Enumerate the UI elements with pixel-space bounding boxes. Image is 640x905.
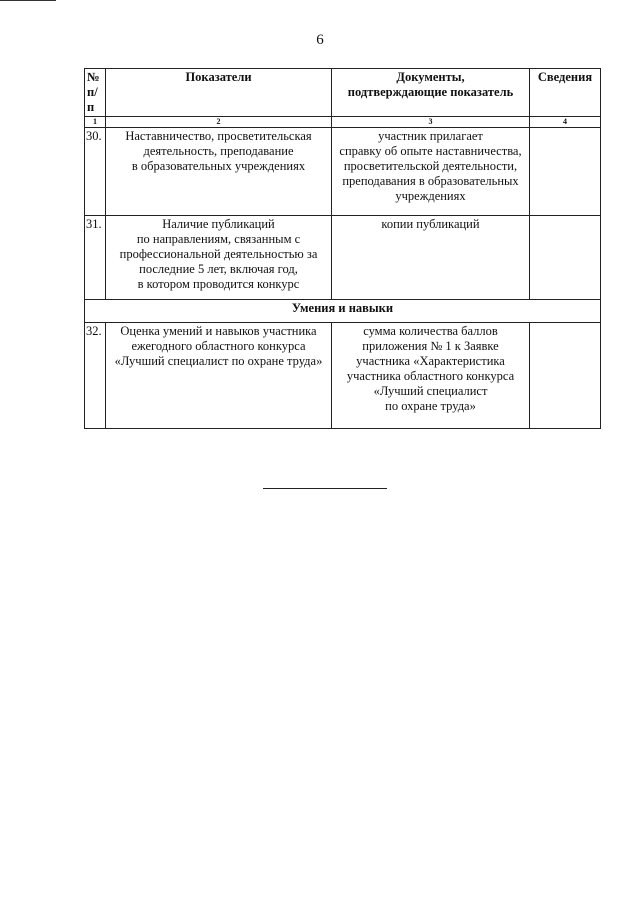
table-row	[85, 323, 601, 429]
section-title: Умения и навыки	[85, 300, 601, 323]
top-rule	[0, 0, 56, 1]
row-documents: участник прилагает справку об опыте наставничества, просветительской деятельности, преподавания в образовательных учреждениях	[332, 128, 530, 216]
indicators-table	[84, 68, 601, 429]
header-indicators: Показатели	[106, 69, 332, 117]
row-documents: сумма количества баллов приложения № 1 к Заявке участника «Характеристика участника областного конкурса «Лучший специалист по охране труда»	[332, 323, 530, 429]
section-row	[85, 300, 601, 323]
col-index-3: 3	[332, 117, 530, 128]
table-header-row	[85, 69, 601, 117]
col-index-1: 1	[85, 117, 106, 128]
row-indicator: Наставничество, просветительская деятельность, преподавание в образовательных учреждениях	[106, 128, 332, 216]
col-index-4: 4	[530, 117, 601, 128]
row-info	[530, 323, 601, 429]
page-number: 6	[316, 32, 324, 48]
row-number: 31.	[85, 216, 106, 300]
row-indicator: Наличие публикаций по направлениям, связанным с профессиональной деятельностью за последние 5 лет, включая год, в котором проводится конкурс	[106, 216, 332, 300]
table-row	[85, 128, 601, 216]
table-row	[85, 216, 601, 300]
header-number: № п/п	[85, 69, 106, 117]
row-indicator: Оценка умений и навыков участника ежегодного областного конкурса «Лучший специалист по охране труда»	[106, 323, 332, 429]
row-info	[530, 216, 601, 300]
row-documents: копии публикаций	[332, 216, 530, 300]
end-of-document-rule	[263, 488, 387, 489]
header-documents: Документы, подтверждающие показатель	[332, 69, 530, 117]
header-info: Сведения	[530, 69, 601, 117]
column-index-row	[85, 117, 601, 128]
row-info	[530, 128, 601, 216]
row-number: 30.	[85, 128, 106, 216]
col-index-2: 2	[106, 117, 332, 128]
row-number: 32.	[85, 323, 106, 429]
